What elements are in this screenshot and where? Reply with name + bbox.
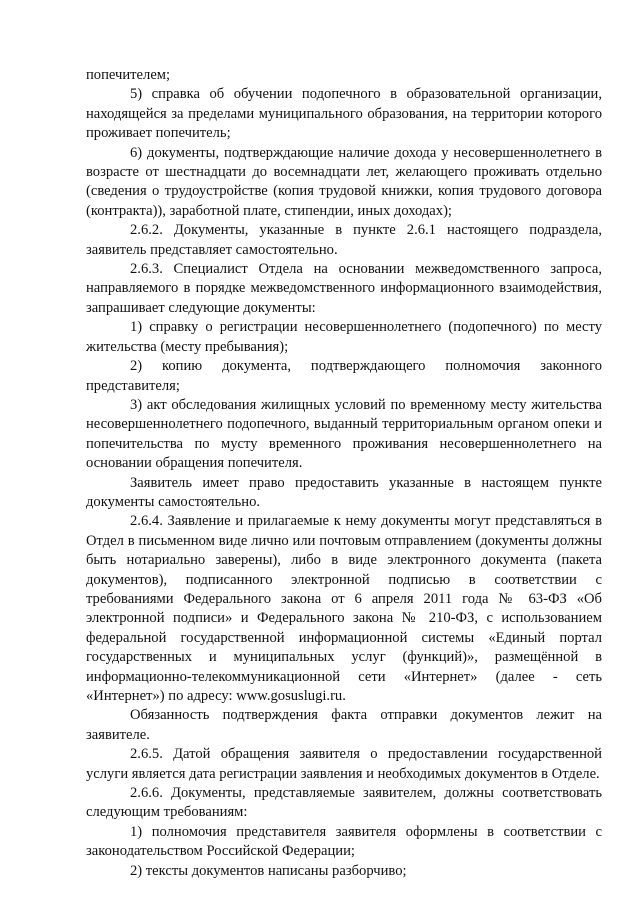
document-page bbox=[86, 66, 602, 881]
paragraph: 1) справку о регистрации несовершеннолетнего (подопечного) по месту жительства (месту пребывания); bbox=[86, 319, 602, 355]
paragraph: 2.6.3. Специалист Отдела на основании межведомственного запроса, направляемого в порядке межведомственного информационного взаимодействия, запрашивает следующие документы: bbox=[86, 261, 602, 316]
paragraph: 2.6.6. Документы, представляемые заявителем, должны соответствовать следующим требованиям: bbox=[86, 785, 602, 821]
paragraph: 3) акт обследования жилищных условий по временному месту жительства несовершеннолетнего подопечного, выданный территориальным органом опеки и попечительства по мусту временного проживания несовершеннолетнего на основании обращения попечителя. bbox=[86, 396, 602, 472]
paragraph: 2.6.2. Документы, указанные в пункте 2.6.1 настоящего подраздела, заявитель представляет самостоятельно. bbox=[86, 222, 602, 258]
paragraph: 1) полномочия представителя заявителя оформлены в соответствии с законодательством Российской Федерации; bbox=[86, 823, 602, 860]
paragraph: 2) тексты документов написаны разборчиво; bbox=[130, 862, 407, 879]
paragraph: попечителем; bbox=[86, 67, 171, 83]
paragraph: 2.6.4. Заявление и прилагаемые к нему документы могут представляться в Отдел в письменном виде лично или почтовым отправлением (документы должны быть нотариально заверены), либо в виде электронного документа (пакета документов), подписанного электронной подписью в соответствии с требованиями Федерального закона от 6 апреля 2011 года № 63-ФЗ «Об электронной подписи» и Федерального закона № 210-ФЗ, с использованием федеральной государственной информационной системы «Единый портал государственных и муниципальных услуг (функций)», размещённой в информационно-телекоммуникационной сети «Интернет» (далее - сеть «Интернет») по адресу: www.gosuslugi.ru. bbox=[86, 513, 602, 704]
paragraph: 6) документы, подтверждающие наличие дохода у несовершеннолетнего в возрасте от шестнадцати до восемнадцати лет, желающего проживать отдельно (сведения о трудоустройстве (копия трудовой книжки, копия трудового договора (контракта)), заработной плате, стипендии, иных доходах); bbox=[86, 144, 602, 219]
paragraph: Обязанность подтверждения факта отправки документов лежит на заявителе. bbox=[86, 707, 602, 743]
paragraph: 2.6.5. Датой обращения заявителя о предоставлении государственной услуги является дата регистрации заявления и необходимых документов в Отделе. bbox=[86, 746, 602, 782]
paragraph: Заявитель имеет право предоставить указанные в настоящем пункте документы самостоятельно. bbox=[86, 474, 602, 510]
paragraph: 2) копию документа, подтверждающего полномочия законного представителя; bbox=[86, 358, 602, 394]
paragraph: 5) справка об обучении подопечного в образовательной организации, находящейся за пределами муниципального образования, на территории которого проживает попечитель; bbox=[86, 86, 602, 142]
